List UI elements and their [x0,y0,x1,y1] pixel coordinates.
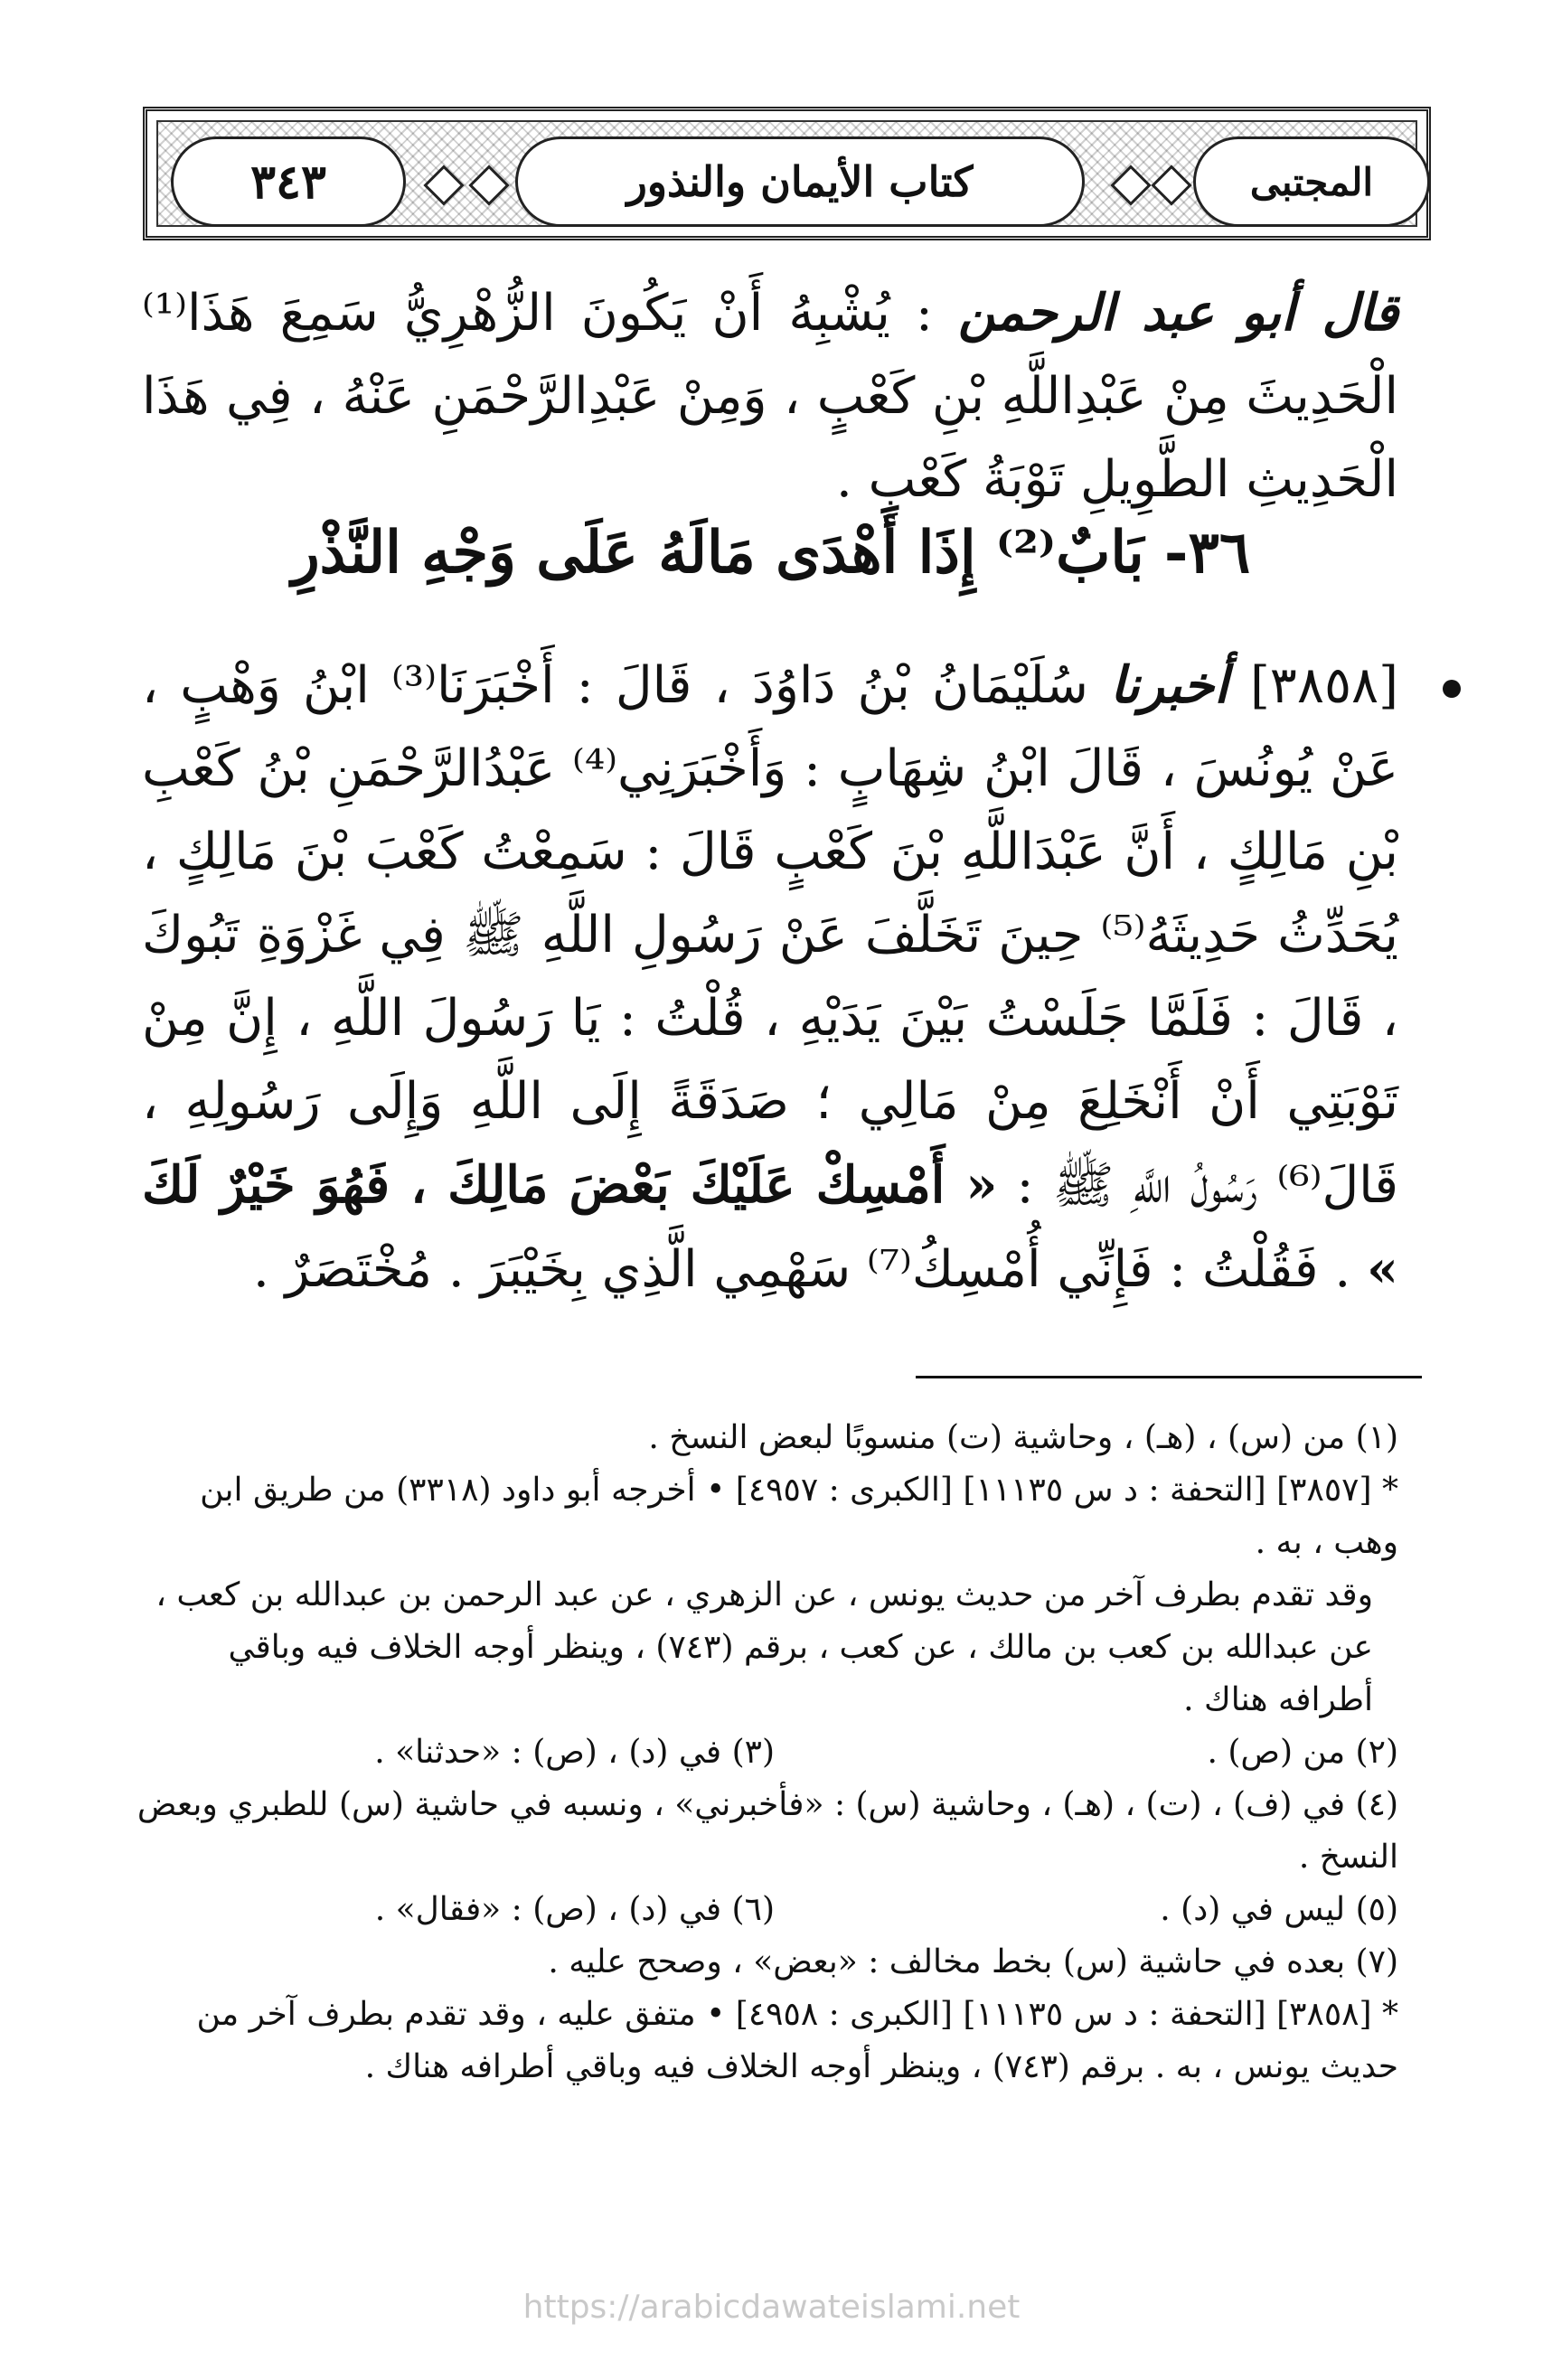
footnote-row-5-6 [133,1884,1398,1936]
footnote-separator [916,1376,1422,1378]
diamond-ornament-icon [1151,165,1191,205]
watermark: https://arabicdawateislami.net [522,2289,1021,2326]
hadith-lead: أخبرنا [1110,655,1228,715]
footnote-1: (١) من (س) ، (هـ) ، وحاشية (ت) منسوبًا لبعض النسخ . [648,1419,1398,1456]
diamond-ornament-icon [423,165,464,205]
page-header [143,107,1431,240]
book-title: المجتبى [1193,136,1430,227]
hadith-bullet-icon [1443,680,1461,698]
hadith-text: سُلَيْمَانُ بْنُ دَاوُدَ ، قَالَ : أَخْبَرَنَا⁽³⁾ ابْنُ وَهْبٍ ، عَنْ يُونُسَ ، قَالَ ابْنُ شِهَابٍ : وَأَخْبَرَنِي⁽⁴⁾ عَبْدُالرَّحْمَنِ بْنُ كَعْبِ بْنِ مَالِكٍ ، أَنَّ عَبْدَاللَّهِ بْنَ كَعْبٍ قَالَ : سَمِعْتُ كَعْبَ بْنَ مَالِكٍ ، يُحَدِّثُ حَدِيثَهُ⁽⁵⁾ حِينَ تَخَلَّفَ عَنْ رَسُولِ اللَّهِ ﷺ فِي غَزْوَةِ تَبُوكَ ، قَالَ : فَلَمَّا جَلَسْتُ بَيْنَ يَدَيْهِ ، قُلْتُ : يَا رَسُولَ اللَّهِ ، إِنَّ مِنْ تَوْبَتِي أَنْ أَنْخَلِعَ مِنْ مَالِي ؛ صَدَقَةً إِلَى اللَّهِ وَإِلَى رَسُولِهِ ، قَالَ⁽⁶⁾ رَسُولُ اللَّهِ ﷺ : [142,656,1399,1215]
footnote-ref-3857: * [٣٨٥٧] [التحفة : د س ١١١٣٥] [الكبرى : ٤٩٥٧] • أخرجه أبو داود (٣٣١٨) من طريق ابن وهب ، به . [200,1472,1398,1561]
intro-text: : يُشْبِهُ أَنْ يَكُونَ الزُّهْرِيُّ سَمِعَ هَذَا⁽¹⁾ الْحَدِيثَ مِنْ عَبْدِاللَّهِ بْنِ كَعْبٍ ، وَمِنْ عَبْدِالرَّحْمَنِ عَنْهُ ، فِي هَذَا الْحَدِيثِ الطَّوِيلِ تَوْبَةُ كَعْبٍ . [142,284,1398,509]
hadith-paragraph [142,644,1398,1312]
diamond-ornament-icon [1110,165,1151,205]
footnote-5: (٥) ليس في (د) . [1160,1891,1398,1928]
header-ornament-band [156,120,1417,227]
diamond-ornament-icon [468,165,509,205]
footnotes [133,1412,1398,2093]
page-number: ٣٤٣ [171,136,406,227]
hadith-tail: . فَقُلْتُ : فَإِنِّي أُمْسِكُ⁽⁷⁾ سَهْمِي الَّذِي بِخَيْبَرَ . مُخْتَصَرٌ . [252,1240,1351,1299]
footnote-7: (٧) بعده في حاشية (س) بخط مخالف : «بعض» ، وصحح عليه . [548,1943,1398,1980]
intro-paragraph [142,271,1398,522]
footnote-row-2-3 [133,1726,1398,1779]
footnote-2: (٢) من (ص) . [1207,1734,1398,1771]
chapter-heading: ٣٦- بَابٌ⁽²⁾ إِذَا أَهْدَى مَالَهُ عَلَى وَجْهِ النَّذْرِ [291,519,1251,587]
hadith-quote: « أَمْسِكْ عَلَيْكَ بَعْضَ مَالِكَ ، فَهُوَ خَيْرٌ لَكَ » [142,1155,1398,1299]
footnote-ref-3857-more: وقد تقدم بطرف آخر من حديث يونس ، عن الزهري ، عن عبد الرحمن بن عبدالله بن كعب ، عن عبدالله بن كعب بن مالك ، عن كعب ، برقم (٧٤٣) ، وينظر أوجه الخلاف فيه وباقي أطرافه هناك . [155,1576,1373,1718]
hadith-number: [٣٨٥٨] [1249,656,1398,715]
chapter-running-title: كتاب الأيمان والنذور [515,136,1085,227]
footnote-ref-3858: * [٣٨٥٨] [التحفة : د س ١١١٣٥] [الكبرى : ٤٩٥٨] • متفق عليه ، وقد تقدم بطرف آخر من حديث يونس ، به . برقم (٧٤٣) ، وينظر أوجه الخلاف فيه وباقي أطرافه هناك . [196,1996,1398,2085]
footnote-4: (٤) في (ف) ، (ت) ، (هـ) ، وحاشية (س) : «فأخبرني» ، ونسبه في حاشية (س) للطبري وبعض النسخ . [136,1786,1398,1876]
footnote-3: (٣) في (د) ، (ص) : «حدثنا» . [374,1734,775,1771]
footnote-6: (٦) في (د) ، (ص) : «فقال» . [374,1891,775,1928]
intro-lead: قال أبو عبد الرحمن [958,283,1398,343]
